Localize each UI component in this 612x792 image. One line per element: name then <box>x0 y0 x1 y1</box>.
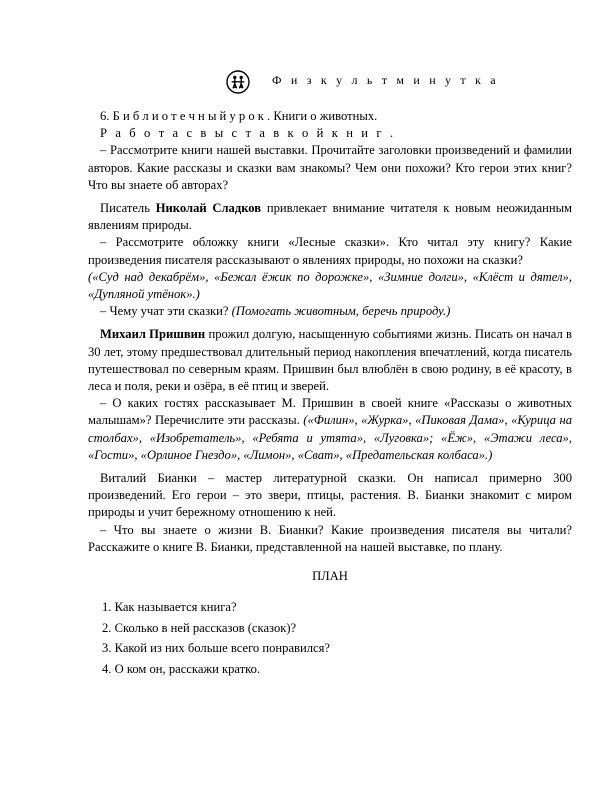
paragraph-bianki: Виталий Бианки – мастер литературной сказки. Он написал примерно 300 произведений. Его герои – это звери, птицы, растения. В. Бианки знакомит с миром природы и учит бережному отношению к ней. <box>88 471 572 520</box>
author-name-sladkov: Николай Сладков <box>155 201 262 216</box>
document-body <box>88 108 572 679</box>
paragraph-sladkov <box>88 200 572 234</box>
stories-list: («Суд над декабрём», «Бежал ёжик по дорожке», «Зимние долги», «Клёст и дятел», «Дупляной утёнок».) <box>88 269 572 302</box>
two-people-icon <box>226 70 250 94</box>
plan-item: 3. Какой из них больше всего понравился? <box>102 641 330 656</box>
header-title: Ф и з к у л ь т м и н у т к а <box>272 73 499 87</box>
paragraph-question-lesson <box>88 303 572 320</box>
plan-item: 4. О ком он, расскажи кратко. <box>102 661 261 676</box>
lesson-subtitle: Р а б о т а с в ы с т а в к о й к н и г . <box>100 126 396 141</box>
paragraph-sladkov-stories <box>88 269 572 303</box>
plan-title: ПЛАН <box>312 569 348 584</box>
answer-italic: (Помогать животным, беречь природу.) <box>231 304 451 319</box>
text-run: – О каких гостях рассказывает М. Пришвин в своей книге «Рассказы о животных малышам»? Перечислите эти рассказы. <box>88 396 572 428</box>
lesson-title: 6. Б и б л и о т е ч н ы й у р о к . Книги о животных. <box>100 109 378 123</box>
paragraph-intro: – Рассмотрите книги нашей выставки. Прочитайте заголовки произведений и фамилии авторов. Какие рассказы и сказки вам знакомы? Чем они похожи? Кто герои этих книг? Что вы знаете об авторах? <box>88 143 572 192</box>
section-header <box>0 70 612 94</box>
plan-item: 1. Как называется книга? <box>102 600 237 615</box>
paragraph-bianki-question: – Что вы знаете о жизни В. Бианки? Какие произведения писателя вы читали? Расскажите о книге В. Бианки, представленной на нашей выставке, по плану. <box>88 522 572 554</box>
text-run: – Чему учат эти сказки? <box>100 304 232 319</box>
author-name-prishvin: Михаил Пришвин <box>100 327 206 342</box>
text-run: прожил долгую, насыщенную событиями жизнь. Писать он начал в 30 лет, этому предшествовал длительный период накопления впечатлений, когда писатель путешествовал по северным краям. Пришвин был влюблён в свою родину, в её красоту, в леса и поля, реки и озёра, в её птиц и зверей. <box>88 327 572 394</box>
paragraph-question-cover: – Рассмотрите обложку книги «Лесные сказки». Кто читал эту книгу? Какие произведения писателя рассказывают о явлениях природы, но похожи на сказки? <box>88 235 572 267</box>
text-run: Писатель <box>100 201 156 216</box>
paragraph-prishvin-question <box>88 395 572 464</box>
text-run: привлекает внимание читателя к новым неожиданным явлениям природы. <box>88 201 572 233</box>
paragraph-prishvin <box>88 326 572 395</box>
stories-list: («Филин», «Журка», «Пиковая Дама», «Курица на столбах», «Изобретатель», «Ребята и утята», «Луговка»; «Ёж», «Этажи леса», «Гости», «Орлиное Гнездо», «Лимон», «Сват», «Предательская колбаса».) <box>88 413 572 462</box>
plan-item: 2. Сколько в ней рассказов (сказок)? <box>102 620 297 635</box>
